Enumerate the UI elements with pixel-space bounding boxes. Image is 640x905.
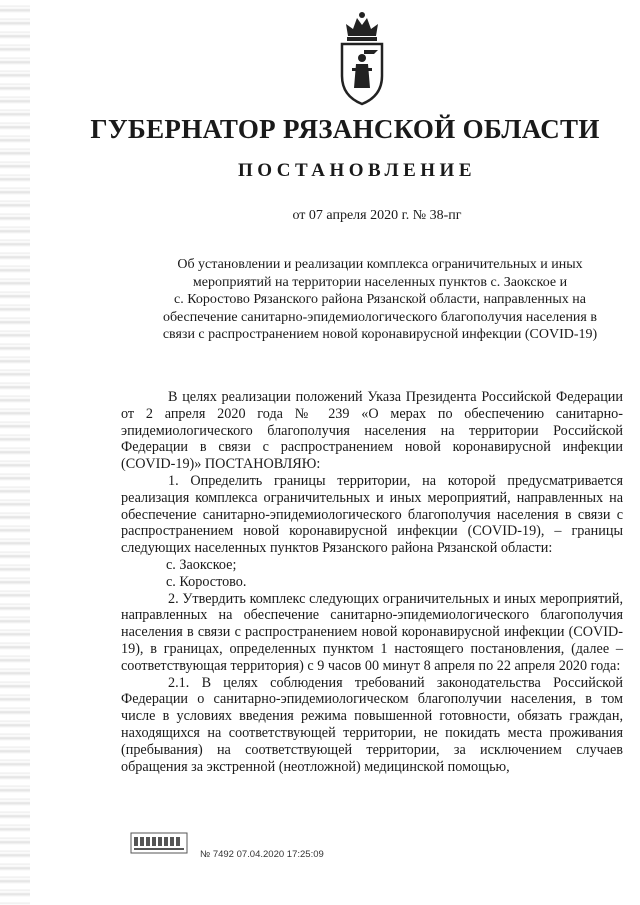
- subject-line: с. Коростово Рязанского района Рязанской области, направленных на: [174, 292, 586, 307]
- clause-1-paragraph: 1. Определить границы территории, на которой предусматривается реализация комплекса ограничительных и иных мероприятий, направленных на обеспечение санитарно-эпидемиологического благополучия населения в связи с распространением новой коронавирусной инфекции (COVID-19), – границы следующих населенных пунктов Рязанского района Рязанской области:: [121, 472, 623, 557]
- settlement-item: с. Заокское;: [166, 556, 237, 573]
- subject-line: связи с распространением новой коронавирусной инфекции (COVID-19): [162, 327, 598, 342]
- coat-of-arms-icon: [334, 10, 390, 110]
- settlement-item: с. Коростово.: [166, 573, 247, 590]
- document-body: [121, 389, 623, 775]
- preamble-paragraph: В целях реализации положений Указа Президента Российской Федерации от 2 апреля 2020 года № 239 «О мерах по обеспечению санитарно-эпидемиологического благополучия населения на территории Российской Федерации в связи с распространением новой коронавирусной инфекции (COVID-19)» ПОСТАНОВЛЯЮ:: [121, 389, 623, 473]
- registration-stamp-icon: [130, 832, 188, 854]
- subject-line: обеспечение санитарно-эпидемиологического благополучия населения в: [163, 309, 597, 325]
- clause-2-paragraph: 2. Утвердить комплекс следующих ограничительных и иных мероприятий, направленных на обеспечение санитарно-эпидемиологического благополучия населения в связи с распространением новой коронавирусной инфекции (COVID-19), в границах, определенных пунктом 1 настоящего постановления, (далее – соответствующая территория) с 9 часов 00 минут 8 апреля по 22 апреля 2020 года:: [121, 590, 623, 674]
- clause-2-1-paragraph: 2.1. В целях соблюдения требований законодательства Российской Федерации о санитарно-эпидемиологическом благополучии населения, в том числе в условиях введения режима повышенной готовности, обязать граждан, находящихся на соответствующей территории, не покидать места проживания (пребывания) на соответствующей территории, за исключением случаев обращения за экстренной (неотложной) медицинской помощью,: [121, 674, 623, 775]
- document-date-number: от 07 апреля 2020 г. № 38-пг: [292, 208, 462, 223]
- document-type: ПОСТАНОВЛЕНИЕ: [237, 160, 477, 181]
- document-subject: [130, 256, 630, 344]
- registration-number: № 7492 07.04.2020 17:25:09: [200, 849, 324, 860]
- page-title: ГУБЕРНАТОР РЯЗАНСКОЙ ОБЛАСТИ: [90, 114, 600, 144]
- subject-line: мероприятий на территории населенных пунктов с. Заокское и: [192, 274, 568, 290]
- subject-line: Об установлении и реализации комплекса ограничительных и иных: [177, 257, 583, 272]
